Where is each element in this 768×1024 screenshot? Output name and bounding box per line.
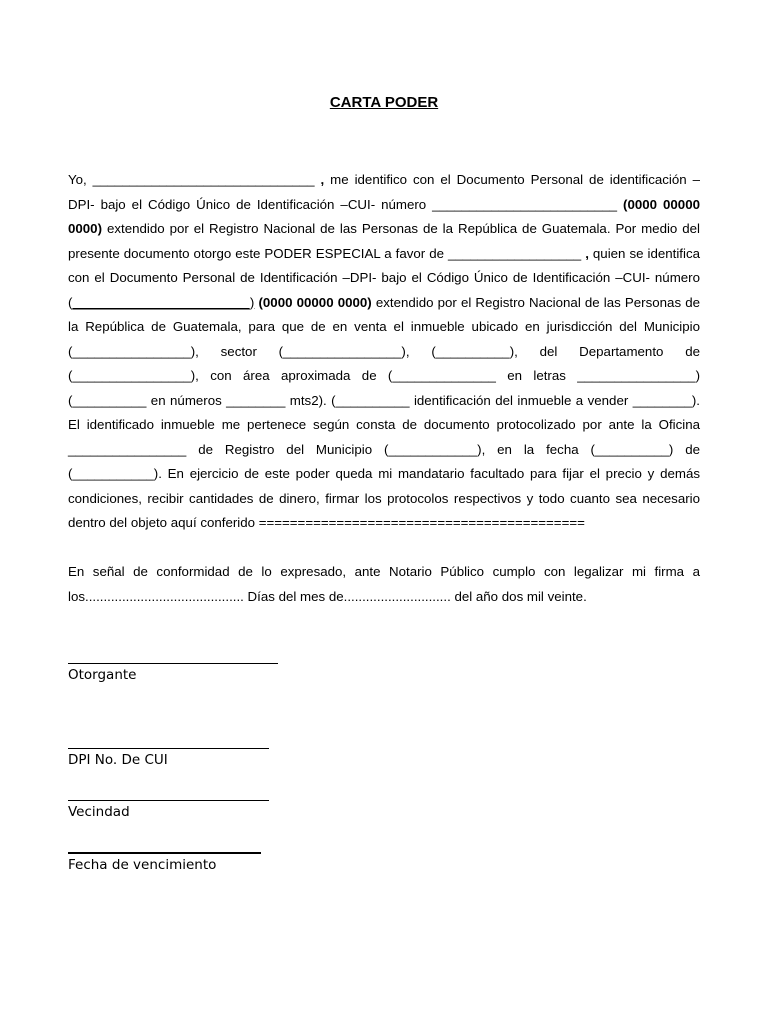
agent-cui-number: (0000 00000 0000) bbox=[258, 294, 372, 310]
signature-block-grantor bbox=[68, 663, 278, 683]
agent-id-segment: quien se identifica con el Documento Personal de Identificación –DPI- bajo el Código Único de Identificación –CUI- número ( bbox=[68, 245, 700, 310]
signature-label: Otorgante bbox=[68, 667, 137, 683]
signature-block-expiration bbox=[68, 852, 261, 873]
conformity-paragraph: En señal de conformidad de lo expresado, ante Notario Público cumplo con legalizar mi firma a los........................................... Días del mes de............................. del año dos mil veinte. bbox=[68, 564, 700, 604]
signature-label: Fecha de vencimiento bbox=[68, 857, 217, 873]
grantor-id-segment: me identifico con el Documento Personal de identificación –DPI- bajo el Código Único de Identificación –CUI- número _________________________ bbox=[68, 172, 701, 212]
bold-comma-2: , bbox=[585, 245, 589, 261]
signature-block-residence bbox=[68, 800, 269, 820]
signature-line bbox=[68, 748, 269, 749]
signature-label: Vecindad bbox=[68, 804, 130, 820]
signature-line bbox=[68, 663, 278, 664]
grantor-cui-number: (0000 00000 0000) bbox=[68, 196, 700, 236]
agent-cui-blank: ________________________) bbox=[72, 294, 255, 310]
bold-comma: , bbox=[320, 172, 325, 187]
signature-label: DPI No. De CUI bbox=[68, 752, 168, 768]
power-of-attorney-paragraph bbox=[68, 168, 700, 536]
property-details-segment: extendido por el Registro Nacional de las Personas de la República de Guatemala, para que de en venta el inmueble ubicado en jurisdicción del Municipio (________________), sector (________________), (__________), del Departamento de (________________), con área aproximada de (______________ en letras ________________) (__________ en números ________ mts2). (__________ identificación del inmueble a vender ________). El identificado inmueble me pertenece según consta de documento protocolizado por ante la Oficina ________________ de Registro del Municipio (____________), en la fecha (__________) de (___________). En ejercicio de este poder queda mi mandatario facultado para fijar el precio y demás condiciones, recibir cantidades de dinero, firmar los protocolos respectivos y todo cuanto sea necesario dentro del objeto aquí conferido ========================================== bbox=[68, 294, 700, 530]
signature-line bbox=[68, 800, 269, 801]
document-title-text: CARTA PODER bbox=[329, 94, 439, 111]
document-title bbox=[0, 94, 768, 111]
signature-line bbox=[68, 852, 261, 854]
grantor-name-segment: Yo, ______________________________ bbox=[68, 172, 321, 187]
registry-and-agent-segment: extendido por el Registro Nacional de las Personas de la República de Guatemala. Por medio del presente documento otorgo este PODER ESPECIAL a favor de __________________ bbox=[68, 221, 700, 261]
signature-block-dpi bbox=[68, 748, 269, 768]
